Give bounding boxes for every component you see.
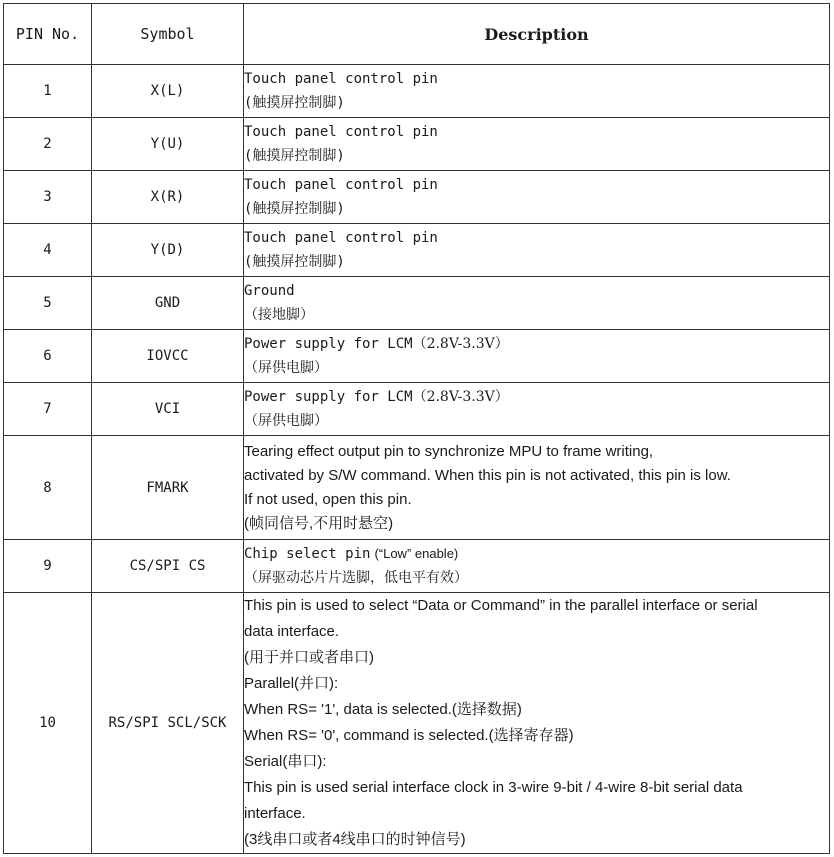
description-line: (帧同信号,不用时悬空) bbox=[244, 514, 394, 532]
table-header-row bbox=[4, 4, 830, 65]
pin-number: 10 bbox=[4, 593, 92, 854]
pin-symbol: FMARK bbox=[92, 436, 244, 540]
table-row bbox=[4, 383, 830, 436]
description-line bbox=[244, 542, 829, 566]
description-line: (3线串口或者4线串口的时钟信号) bbox=[244, 831, 466, 848]
table-row bbox=[4, 171, 830, 224]
pin-symbol: Y(D) bbox=[92, 224, 244, 277]
pin-number: 7 bbox=[4, 383, 92, 436]
pin-description bbox=[244, 383, 830, 436]
description-line: When RS= '1', data is selected.(选择数据) bbox=[244, 701, 522, 718]
header-description: Description bbox=[244, 4, 830, 65]
pin-description bbox=[244, 436, 830, 540]
pin-symbol: VCI bbox=[92, 383, 244, 436]
pin-description bbox=[244, 277, 830, 330]
description-line: interface. bbox=[244, 805, 306, 822]
description-line: Touch panel control pin bbox=[244, 71, 438, 87]
description-line: (触摸屏控制脚) bbox=[244, 95, 345, 111]
description-line: （屏驱动芯片片选脚，低电平有效） bbox=[244, 570, 468, 586]
description-text: Chip select pin bbox=[244, 546, 371, 562]
description-line bbox=[244, 385, 829, 409]
description-line: (触摸屏控制脚) bbox=[244, 254, 345, 270]
description-line: （接地脚） bbox=[244, 307, 314, 323]
table-row bbox=[4, 540, 830, 593]
description-line: Parallel(并口): bbox=[244, 675, 339, 692]
pin-description bbox=[244, 171, 830, 224]
pin-symbol: CS/SPI CS bbox=[92, 540, 244, 593]
description-line: (触摸屏控制脚) bbox=[244, 148, 345, 164]
description-line: (用于并口或者串口) bbox=[244, 649, 374, 666]
description-line: If not used, open this pin. bbox=[244, 490, 412, 508]
description-line: data interface. bbox=[244, 623, 340, 640]
pin-symbol: X(R) bbox=[92, 171, 244, 224]
description-text: Power supply for LCM bbox=[244, 389, 413, 405]
pin-description bbox=[244, 65, 830, 118]
description-line bbox=[244, 332, 829, 356]
table-row bbox=[4, 65, 830, 118]
table-row bbox=[4, 224, 830, 277]
description-text: Power supply for LCM bbox=[244, 336, 413, 352]
pin-number: 2 bbox=[4, 118, 92, 171]
header-symbol: Symbol bbox=[92, 4, 244, 65]
description-line: Touch panel control pin bbox=[244, 124, 438, 140]
description-line: Tearing effect output pin to synchronize MPU to frame writing, bbox=[244, 442, 654, 460]
pin-number: 4 bbox=[4, 224, 92, 277]
description-line: This pin is used serial interface clock in 3-wire 9-bit / 4-wire 8-bit serial data bbox=[244, 779, 743, 796]
pin-number: 3 bbox=[4, 171, 92, 224]
pin-number: 6 bbox=[4, 330, 92, 383]
pin-symbol: GND bbox=[92, 277, 244, 330]
voltage-range: （2.8V-3.3V） bbox=[412, 336, 509, 352]
description-line: （屏供电脚） bbox=[244, 413, 328, 429]
description-line: Serial(串口): bbox=[244, 753, 327, 770]
description-line: This pin is used to select “Data or Command” in the parallel interface or serial bbox=[244, 597, 758, 614]
description-line: Ground bbox=[244, 283, 295, 299]
table-row bbox=[4, 593, 830, 854]
pin-description bbox=[244, 118, 830, 171]
pin-symbol: IOVCC bbox=[92, 330, 244, 383]
header-pin-no: PIN No. bbox=[4, 4, 92, 65]
pin-description bbox=[244, 540, 830, 593]
enable-note: (“Low” enable) bbox=[374, 546, 459, 561]
pin-table bbox=[3, 3, 830, 854]
pin-number: 5 bbox=[4, 277, 92, 330]
description-line: Touch panel control pin bbox=[244, 177, 438, 193]
table-row bbox=[4, 436, 830, 540]
table-row bbox=[4, 330, 830, 383]
description-line: When RS= '0', command is selected.(选择寄存器) bbox=[244, 727, 574, 744]
table-row bbox=[4, 118, 830, 171]
pin-number: 9 bbox=[4, 540, 92, 593]
description-line: （屏供电脚） bbox=[244, 360, 328, 376]
pin-description bbox=[244, 593, 830, 854]
pin-symbol: RS/SPI SCL/SCK bbox=[92, 593, 244, 854]
pin-symbol: X(L) bbox=[92, 65, 244, 118]
description-line: (触摸屏控制脚) bbox=[244, 201, 345, 217]
description-line: activated by S/W command. When this pin is not activated, this pin is low. bbox=[244, 466, 731, 484]
pin-symbol: Y(U) bbox=[92, 118, 244, 171]
table-row bbox=[4, 277, 830, 330]
pin-number: 8 bbox=[4, 436, 92, 540]
pin-description bbox=[244, 330, 830, 383]
pin-number: 1 bbox=[4, 65, 92, 118]
pin-description bbox=[244, 224, 830, 277]
voltage-range: （2.8V-3.3V） bbox=[412, 389, 509, 405]
description-line: Touch panel control pin bbox=[244, 230, 438, 246]
